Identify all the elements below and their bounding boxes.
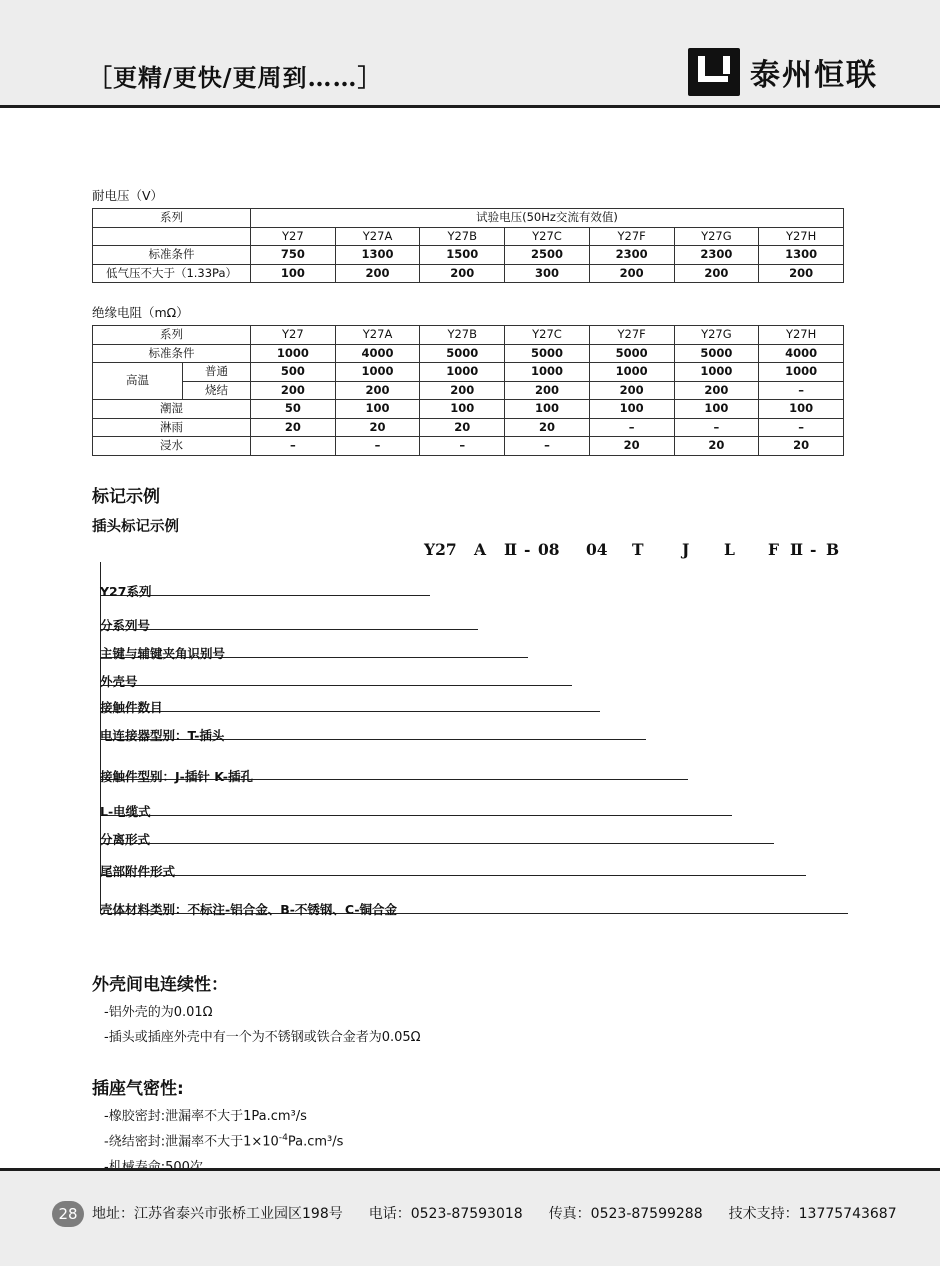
code-token-2: Ⅱ: [504, 539, 518, 559]
table-row: [93, 264, 844, 283]
row-header-hightemp: 高温: [93, 363, 183, 400]
cell: 200: [674, 381, 759, 400]
cell: 20: [759, 437, 844, 456]
cell: 200: [335, 381, 420, 400]
col-header: Y27A: [335, 227, 420, 246]
legend-item-8: L-电缆式: [100, 803, 151, 819]
company-logo: [688, 48, 878, 96]
cell: –: [759, 418, 844, 437]
page-number-badge: 28: [52, 1201, 84, 1227]
legend-item-5: 接触件数目: [100, 699, 163, 715]
row-header: 低气压不大于（1.33Pa）: [93, 264, 251, 283]
cell: 5000: [674, 344, 759, 363]
legend-item-11: 壳体材料类别：不标注-铝合金、B-不锈钢、C-铜合金: [100, 901, 398, 917]
lh-monogram-icon: [688, 48, 740, 96]
cell: 300: [505, 264, 590, 283]
table-row: [93, 246, 844, 265]
cell: –: [589, 418, 674, 437]
code-token-0: Y27: [424, 539, 457, 559]
col-header: Y27C: [505, 326, 590, 345]
cell: 200: [251, 381, 336, 400]
cell: 100: [505, 400, 590, 419]
row-header: 浸水: [93, 437, 251, 456]
row-header: 标准条件: [93, 246, 251, 265]
footer-phone: 电话：0523-87593018: [368, 1206, 523, 1222]
cell: 5000: [420, 344, 505, 363]
header-slogan: ［更精/更快/更周到……］: [88, 63, 383, 92]
withstand-voltage-table: [92, 208, 844, 283]
marking-diagram: [0, 540, 940, 944]
table-row: [93, 209, 844, 228]
cell: 200: [589, 264, 674, 283]
continuity-line-2: -插头或插座外壳中有一个为不锈钢或铁合金者为0.05Ω: [104, 1030, 421, 1046]
col-header: Y27: [251, 326, 336, 345]
series-blank: [93, 227, 251, 246]
code-token-4: 08: [538, 539, 560, 559]
cell: 200: [674, 264, 759, 283]
col-header: Y27: [251, 227, 336, 246]
cell: 20: [335, 418, 420, 437]
legend-item-7: 接触件型别：J-插针 K-插孔: [100, 768, 253, 784]
row-subheader: 普通: [183, 363, 251, 382]
cell: –: [251, 437, 336, 456]
cell: 1000: [335, 363, 420, 382]
marking-code-row: [0, 540, 940, 564]
col-header: Y27B: [420, 326, 505, 345]
cell: 1000: [505, 363, 590, 382]
legend-item-6: 电连接器型别：T-插头: [100, 727, 225, 743]
code-token-3: -: [524, 539, 531, 559]
legend-item-2: 分系列号: [100, 617, 151, 633]
continuity-line-1: -铝外壳的为0.01Ω: [104, 1004, 213, 1020]
footer-support: 技术支持：13775743687: [728, 1206, 897, 1222]
cell: 200: [589, 381, 674, 400]
airtight-title: 插座气密性:: [92, 1078, 184, 1099]
table-row: [93, 363, 844, 382]
table-row: [93, 400, 844, 419]
legend-item-4: 外壳号: [100, 673, 138, 689]
cell: 4000: [335, 344, 420, 363]
page-footer: [0, 1168, 940, 1266]
col-header: Y27B: [420, 227, 505, 246]
code-token-12: B: [826, 539, 840, 559]
airtight-line-2-post: Pa.cm³/s: [287, 1134, 344, 1150]
page-content: [0, 108, 940, 1178]
footer-address: 地址：江苏省泰兴市张桥工业园区198号: [92, 1206, 343, 1222]
cell: 1000: [589, 363, 674, 382]
cell: 100: [420, 400, 505, 419]
airtight-line-2-exponent: -4: [278, 1133, 288, 1144]
code-token-10: Ⅱ: [790, 539, 804, 559]
insulation-resistance-table: [92, 325, 844, 456]
cell: 2300: [589, 246, 674, 265]
legend-item-3: 主键与辅键夹角识别号: [100, 645, 226, 661]
cell: 4000: [759, 344, 844, 363]
continuity-title: 外壳间电连续性：: [92, 974, 228, 995]
cell: 100: [251, 264, 336, 283]
row-header: 标准条件: [93, 344, 251, 363]
cell: 1000: [759, 363, 844, 382]
cell: 200: [420, 264, 505, 283]
cell: 2500: [505, 246, 590, 265]
airtight-line-2-pre: -绕结密封:泄漏率不大于1×10: [104, 1134, 279, 1150]
table-row: [93, 227, 844, 246]
airtight-line-1: -橡胶密封:泄漏率不大于1Pa.cm³/s: [104, 1108, 307, 1124]
legend-item-10: 尾部附件形式: [100, 863, 176, 879]
code-token-6: T: [632, 539, 644, 559]
page-header: [0, 0, 940, 108]
code-token-7: J: [682, 539, 690, 559]
corner-header: 系列: [93, 209, 251, 228]
cell: 1000: [674, 363, 759, 382]
table-row: [93, 344, 844, 363]
footer-fax: 传真：0523-87599288: [548, 1206, 703, 1222]
cell: 750: [251, 246, 336, 265]
cell: 200: [759, 264, 844, 283]
cell: 20: [589, 437, 674, 456]
cell: –: [505, 437, 590, 456]
table-row: [93, 418, 844, 437]
cell: 200: [505, 381, 590, 400]
legend-item-9: 分离形式: [100, 831, 151, 847]
col-header: Y27G: [674, 326, 759, 345]
code-token-1: A: [474, 539, 487, 559]
cell: 20: [251, 418, 336, 437]
cell: 20: [420, 418, 505, 437]
col-header: Y27F: [589, 326, 674, 345]
cell: 100: [759, 400, 844, 419]
cell: 200: [335, 264, 420, 283]
company-name: 泰州恒联: [750, 58, 878, 93]
cell: –: [674, 418, 759, 437]
cell: 20: [674, 437, 759, 456]
code-token-5: 04: [586, 539, 608, 559]
cell: –: [420, 437, 505, 456]
cell: 1000: [420, 363, 505, 382]
code-token-11: -: [810, 539, 817, 559]
cell: –: [335, 437, 420, 456]
col-header: Y27H: [759, 227, 844, 246]
col-header: Y27G: [674, 227, 759, 246]
footer-contact-line: [92, 1203, 912, 1223]
table-row: [93, 326, 844, 345]
row-header: 淋雨: [93, 418, 251, 437]
cell: 500: [251, 363, 336, 382]
cell: 100: [335, 400, 420, 419]
col-header: Y27C: [505, 227, 590, 246]
row-subheader: 烧结: [183, 381, 251, 400]
cell: 1300: [759, 246, 844, 265]
cell: 100: [589, 400, 674, 419]
cell: 100: [674, 400, 759, 419]
section2-label: 绝缘电阻（mΩ）: [92, 305, 189, 321]
airtight-line-2: [104, 1132, 940, 1152]
cell: 1000: [251, 344, 336, 363]
span-header: 试验电压(50Hz交流有效值): [251, 209, 844, 228]
cell: 2300: [674, 246, 759, 265]
col-header: Y27H: [759, 326, 844, 345]
cell: 5000: [589, 344, 674, 363]
col-header: Y27A: [335, 326, 420, 345]
legend-item-1: Y27系列: [100, 583, 152, 599]
section1-label: 耐电压（V）: [92, 188, 164, 203]
cell: 1500: [420, 246, 505, 265]
cell: 20: [505, 418, 590, 437]
table-row: [93, 437, 844, 456]
code-token-9: F: [768, 539, 780, 559]
col-header: Y27F: [589, 227, 674, 246]
cell: 200: [420, 381, 505, 400]
marking-subtitle: 插头标记示例: [92, 518, 179, 535]
cell: –: [759, 381, 844, 400]
cell: 5000: [505, 344, 590, 363]
cell: 1300: [335, 246, 420, 265]
code-token-8: L: [724, 539, 735, 559]
corner-header: 系列: [93, 326, 251, 345]
cell: 50: [251, 400, 336, 419]
row-header: 潮湿: [93, 400, 251, 419]
table-row: [93, 381, 844, 400]
marking-title: 标记示例: [92, 486, 160, 507]
